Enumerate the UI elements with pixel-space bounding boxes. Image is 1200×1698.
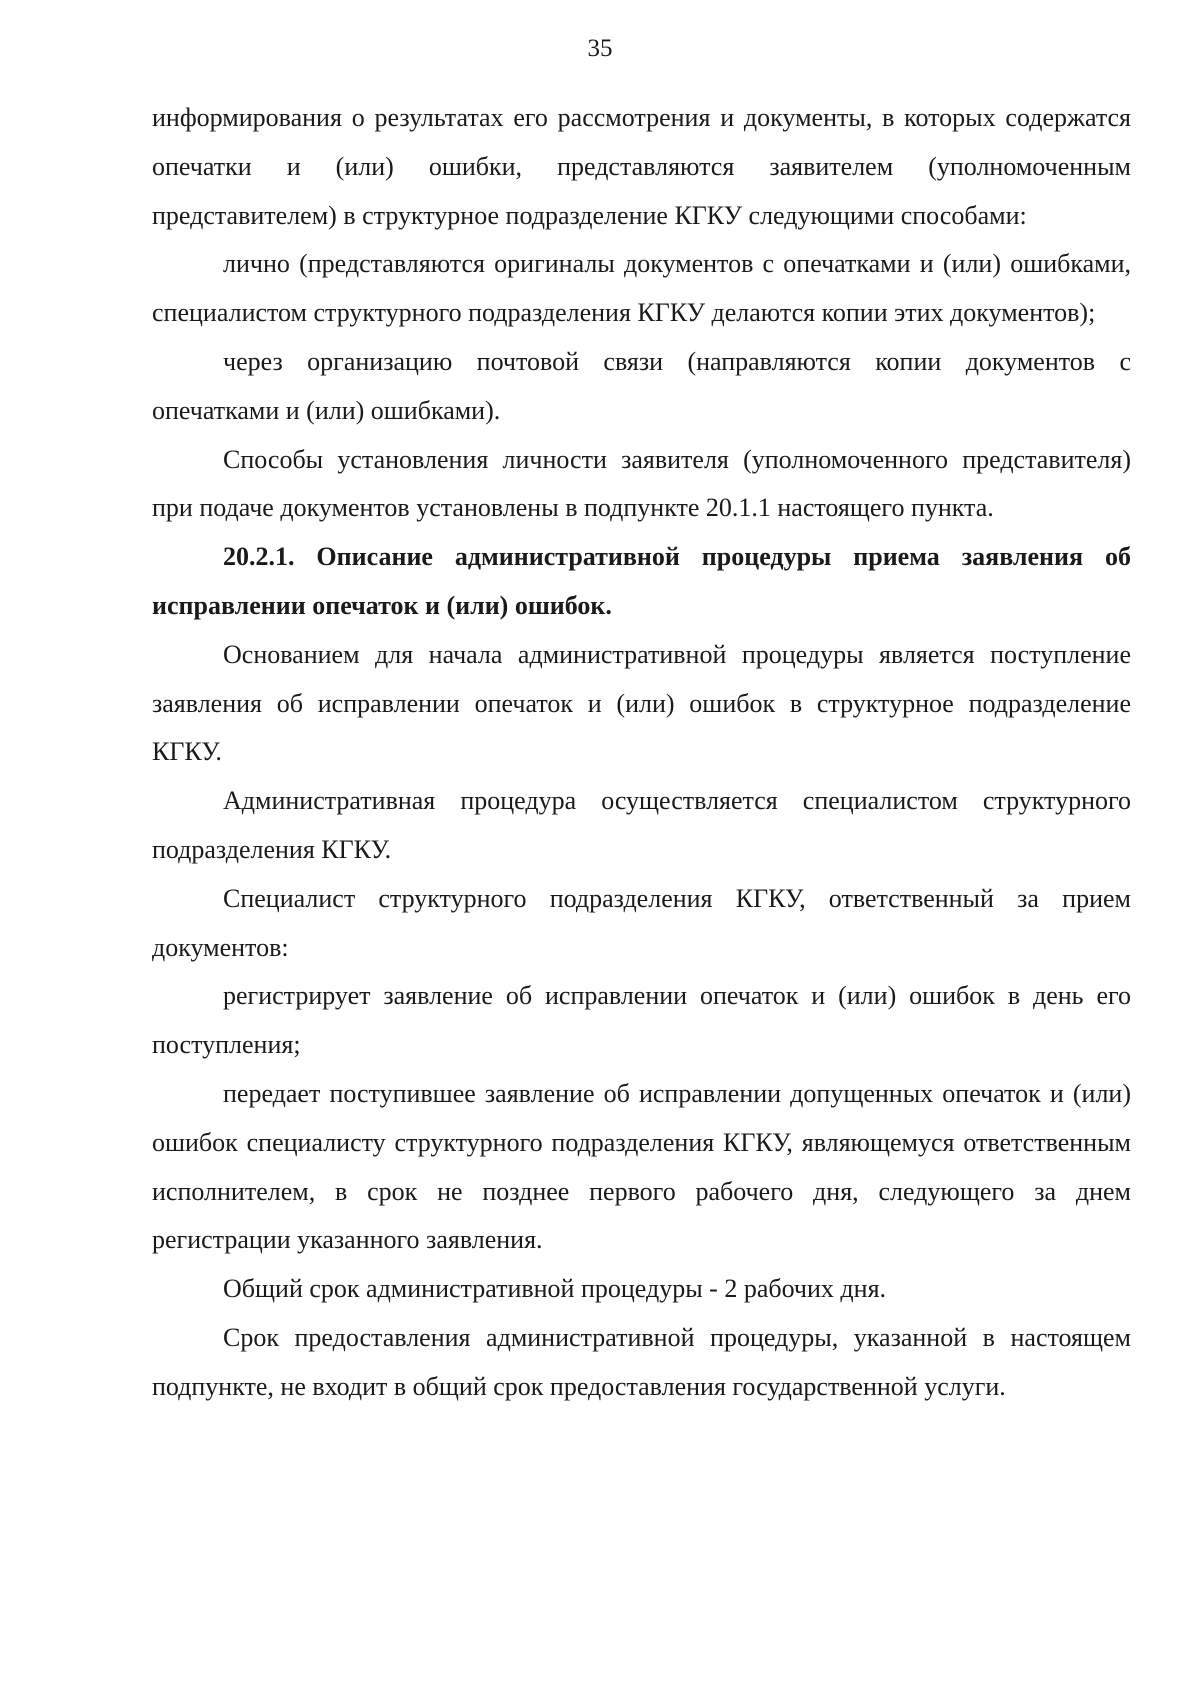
paragraph-submission-methods: информирования о результатах его рассмотрения и документы, в которых содержатся опечатки и (или) ошибки, представляются заявителем (уполномоченным представителем) в структурное подразделение КГКУ следующими способами: [152,103,1131,230]
paragraph-performer: Административная процедура осуществляется специалистом структурного подразделения КГКУ. [152,786,1131,864]
paragraph-in-person: лично (представляются оригиналы документов с опечатками и (или) ошибками, специалистом структурного подразделения КГКУ делаются копии этих документов); [152,249,1131,328]
page-number: 35 [587,35,613,62]
paragraph-term-note: Срок предоставления административной процедуры, указанной в настоящем подпункте, не входит в общий срок предоставления государственной услуги. [152,1322,1131,1401]
paragraph-by-post: через организацию почтовой связи (направляются копии документов с опечатками и (или) ошибками). [152,346,1131,425]
paragraph-identity-methods: Способы установления личности заявителя (уполномоченного представителя) при подаче документов установлены в подпункте 20.1.1 настоящего пункта. [152,444,1131,523]
paragraph-specialist: Специалист структурного подразделения КГКУ, ответственный за прием документов: [152,883,1131,962]
paragraph-grounds: Основанием для начала административной процедуры является поступление заявления об исправлении опечаток и (или) ошибок в структурное подразделение КГКУ. [152,639,1131,767]
paragraph-registers: регистрирует заявление об исправлении опечаток и (или) ошибок в день его поступления; [152,981,1131,1060]
paragraph-transfers: передает поступившее заявление об исправлении допущенных опечаток и (или) ошибок специалисту структурного подразделения КГКУ, являющемуся ответственным исполнителем, в срок не позднее первого рабочего дня, следующего за днем регистрации указанного заявления. [152,1078,1131,1255]
page-body [152,94,1131,1412]
paragraph-total-term: Общий срок административной процедуры - 2 рабочих дня. [223,1274,887,1304]
section-heading: 20.2.1. Описание административной процедуры приема заявления об исправлении опечаток и (или) ошибок. [152,542,1131,620]
